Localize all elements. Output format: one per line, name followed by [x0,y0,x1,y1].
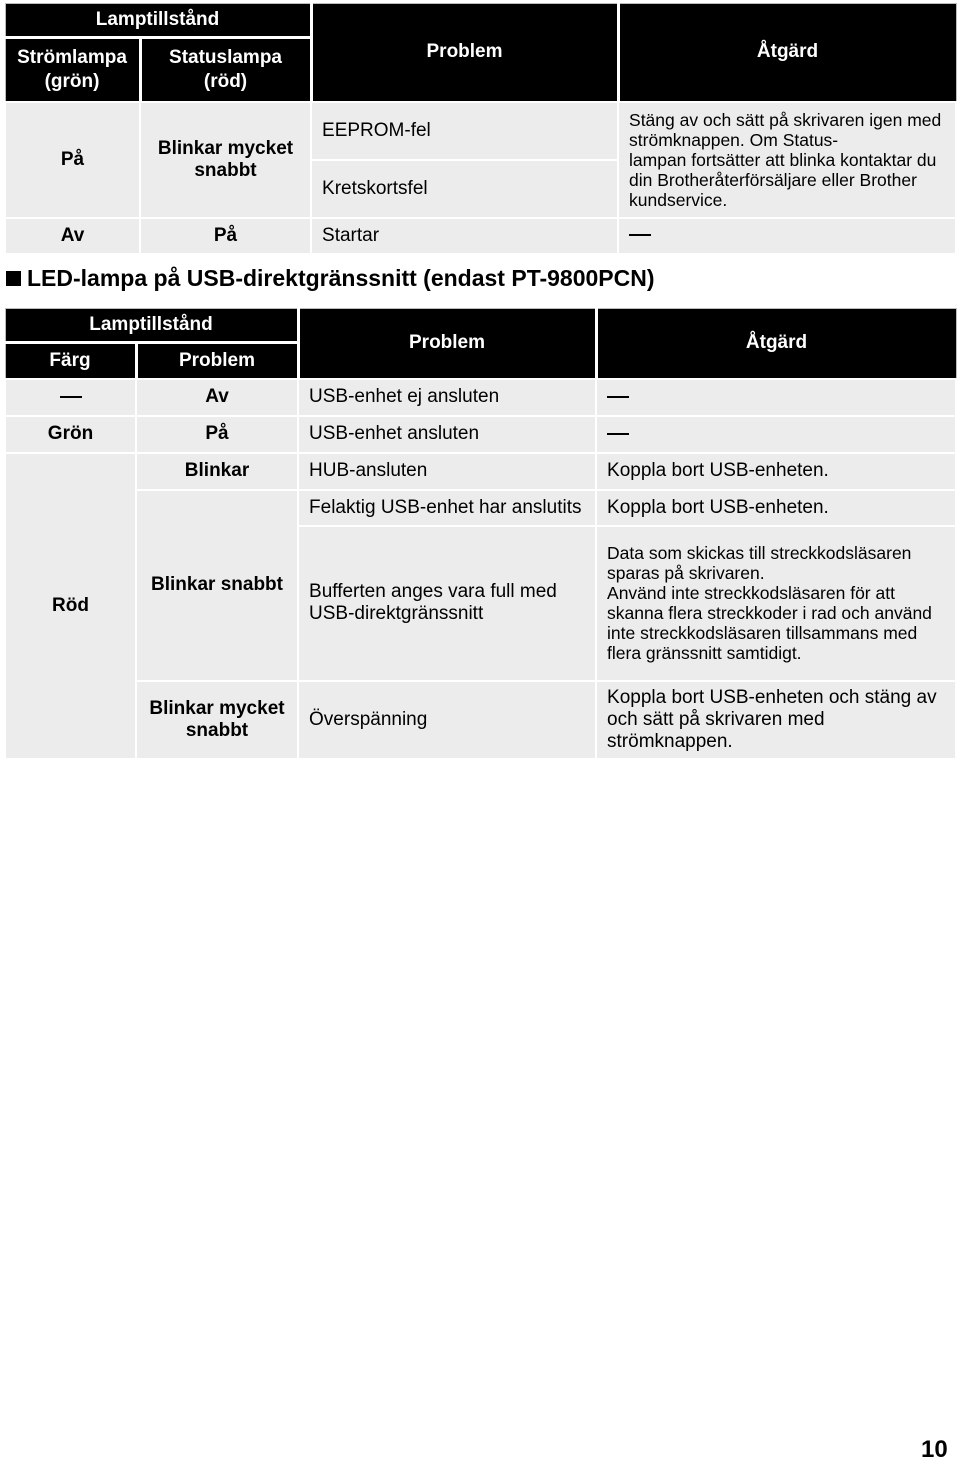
problem-cell: USB-enhet ej ansluten [298,379,596,416]
action-cell [618,218,956,254]
color-cell: Röd [5,453,136,759]
problem-cell: Startar [311,218,618,254]
action-header: Åtgärd [618,4,956,102]
problem-cell: Överspänning [298,681,596,759]
power-lamp-cell: Av [5,218,140,254]
section-heading [6,265,655,292]
color-header: Färg [5,343,136,379]
status-lamp-header: Statuslampa (röd) [140,38,311,102]
lamp-state-header: Lamptillstånd [5,4,311,38]
action-cell [596,416,956,453]
page-number: 10 [921,1436,948,1463]
dash-mark [607,433,629,435]
state-header: Problem [136,343,298,379]
color-cell [5,379,136,416]
lamp-status-table [4,3,957,255]
problem-cell: Kretskortsfel [311,160,618,218]
action-header: Åtgärd [596,309,956,379]
power-lamp-cell: På [5,102,140,218]
action-cell: Koppla bort USB-enheten. [596,453,956,490]
power-lamp-header: Strömlampa (grön) [5,38,140,102]
status-lamp-cell: Blinkar mycket snabbt [140,102,311,218]
action-cell: Koppla bort USB-enheten. [596,490,956,526]
problem-cell: Bufferten anges vara full med USB-direktgränssnitt [298,526,596,681]
usb-led-table [4,308,957,760]
color-cell: Grön [5,416,136,453]
status-lamp-cell: På [140,218,311,254]
section-heading-text: LED-lampa på USB-direktgränssnitt (endast PT-9800PCN) [27,265,655,291]
state-cell: Blinkar mycket snabbt [136,681,298,759]
dash-mark [60,396,82,398]
lamp-state-header: Lamptillstånd [5,309,298,343]
state-cell: Blinkar [136,453,298,490]
action-cell: Koppla bort USB-enheten och stäng av och sätt på skrivaren med strömknappen. [596,681,956,759]
dash-mark [607,396,629,398]
square-bullet-icon [6,271,21,286]
problem-cell: USB-enhet ansluten [298,416,596,453]
dash-mark [629,234,651,236]
state-cell: På [136,416,298,453]
state-cell: Blinkar snabbt [136,490,298,681]
problem-header: Problem [298,309,596,379]
action-cell: Stäng av och sätt på skrivaren igen med strömknappen. Om Status- lampan fortsätter att blinka kontaktar du din Brotheråterförsäljare eller Brother kundservice. [618,102,956,218]
state-cell: Av [136,379,298,416]
problem-cell: EEPROM-fel [311,102,618,160]
problem-cell: HUB-ansluten [298,453,596,490]
action-cell: Data som skickas till streckkodsläsaren sparas på skrivaren. Använd inte streckkodsläsaren för att skanna flera streckkoder i rad och använd inte streckkodsläsaren tillsammans med flera gränssnitt samtidigt. [596,526,956,681]
action-cell [596,379,956,416]
problem-cell: Felaktig USB-enhet har anslutits [298,490,596,526]
problem-header: Problem [311,4,618,102]
